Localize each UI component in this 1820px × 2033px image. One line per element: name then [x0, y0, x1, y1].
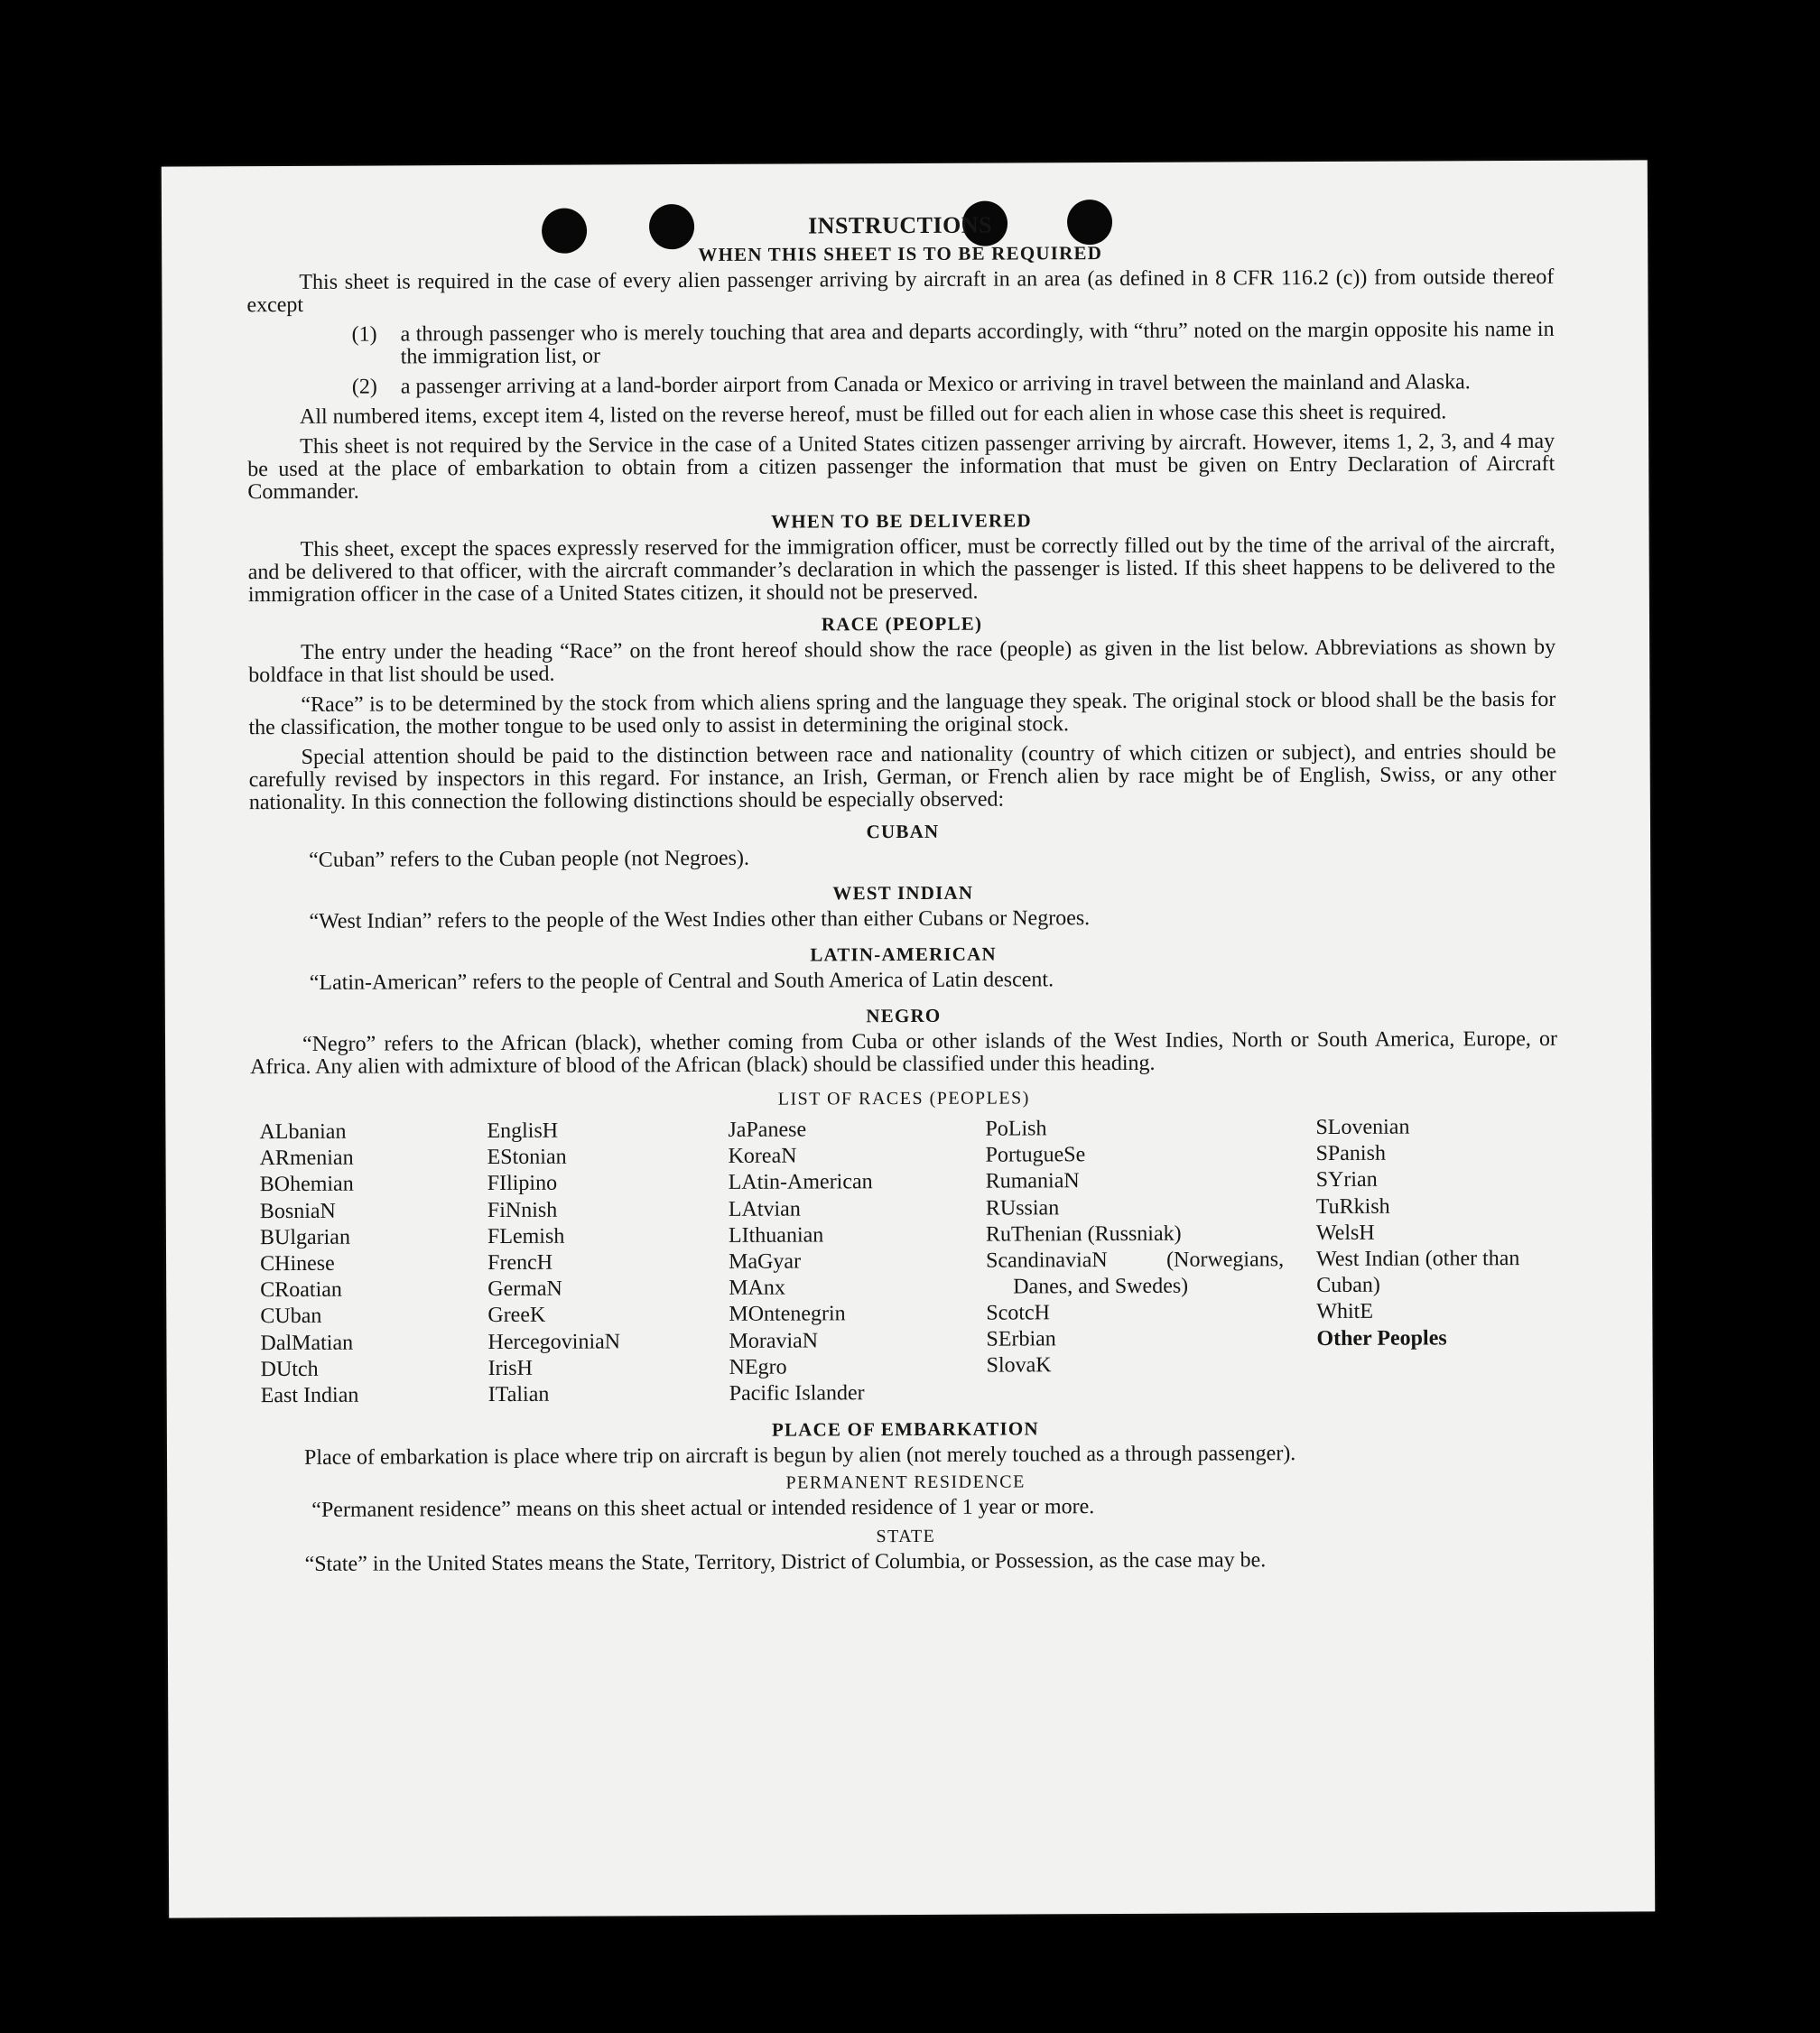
- paragraph: “State” in the United States means the State, Territory, District of Columbia, or Possession, as the case may be.: [304, 1548, 1267, 1576]
- race-entry: FiNnish: [487, 1198, 558, 1222]
- section-heading: STATE: [876, 1526, 936, 1547]
- race-entry: SPanish: [1315, 1141, 1386, 1166]
- paragraph: “Negro” refers to the African (black), whether coming from Cuba or other islands of the West Indies, North or South America, Europe, or Africa. Any alien with admixture of blood of the African (black) should be classified under this heading.: [250, 1026, 1558, 1080]
- race-entry: GermaN: [488, 1276, 562, 1302]
- race-entry: FIlipino: [487, 1172, 558, 1196]
- race-entry: CRoatian: [260, 1277, 342, 1303]
- race-entry: PoLish: [985, 1117, 1047, 1141]
- race-entry: JaPanese: [728, 1118, 807, 1142]
- paragraph: “Latin-American” refers to the people of Central and South America of Latin descent.: [309, 968, 1054, 995]
- paragraph: All numbered items, except item 4, listed on the reverse hereof, must be filled out for each alien in whose case this sheet is required.: [299, 400, 1447, 429]
- item-text: a passenger arriving at a land-border airport from Canada or Mexico or arriving in travel between the mainland and Alaska.: [400, 370, 1471, 399]
- section-heading: NEGRO: [866, 1004, 942, 1027]
- race-entry: LAtvian: [728, 1197, 801, 1221]
- race-entry: EnglisH: [487, 1119, 559, 1144]
- race-entry: SlovaK: [986, 1353, 1052, 1379]
- race-entry: East Indian: [260, 1383, 359, 1408]
- section-heading: LIST OF RACES (PEOPLES): [777, 1088, 1030, 1109]
- races-list: [250, 1114, 1558, 1417]
- section-heading: WHEN TO BE DELIVERED: [771, 509, 1032, 533]
- paragraph: Special attention should be paid to the distinction between race and nationality (country of which citizen or subject), and entries should be carefully revised by inspectors in this regard. For instance, an Irish, German, or French alien by race might be of English, Swiss, or any other nationality. In this connection the following distinctions should be especially observed:: [248, 739, 1556, 815]
- races-column-1: [259, 1119, 358, 1410]
- paragraph: “West Indian” refers to the people of the West Indies other than either Cubans or Negroes.: [309, 906, 1091, 933]
- races-column-4: [985, 1115, 1284, 1379]
- races-column-2: [487, 1118, 620, 1408]
- race-entry: DUtch: [260, 1357, 319, 1381]
- race-entry: ITalian: [488, 1382, 550, 1407]
- race-entry: MOntenegrin: [729, 1302, 846, 1327]
- paragraph: “Race” is to be determined by the stock from which aliens spring and the language they speak. The original stock or blood shall be the basis for the classification, the mother tongue to be used only to assist in determining the original stock.: [248, 687, 1556, 740]
- section-heading: RACE (PEOPLE): [821, 612, 983, 636]
- race-entry: ALbanian: [259, 1119, 347, 1145]
- paragraph: “Permanent residence” means on this sheet actual or intended residence of 1 year or more.: [311, 1495, 1095, 1522]
- race-entry: WelsH: [1315, 1221, 1375, 1245]
- race-entry: MoraviaN: [729, 1329, 819, 1353]
- race-entry: TuRkish: [1315, 1194, 1390, 1219]
- race-entry: LAtin-American: [728, 1170, 873, 1195]
- race-entry: RumaniaN: [985, 1169, 1080, 1194]
- item-number: (2): [351, 375, 377, 399]
- paragraph: This sheet is not required by the Service in the case of a United States citizen passenger arriving by aircraft. However, items 1, 2, 3, and 4 may be used at the place of embarkation to obtain from a citizen passenger the information that must be given on Entry Declaration of Aircraft Commander.: [247, 429, 1555, 505]
- race-entry: West Indian (other than Cuban): [1316, 1247, 1520, 1298]
- paragraph: This sheet is required in the case of every alien passenger arriving by aircraft in an area (as defined in 8 CFR 116.2 (c)) from outside thereof except: [246, 265, 1555, 318]
- race-entry: ScotcH: [986, 1301, 1051, 1325]
- race-entry: DalMatian: [260, 1331, 354, 1355]
- race-entry: KoreaN: [728, 1144, 797, 1169]
- paragraph: “Cuban” refers to the Cuban people (not Negroes).: [309, 846, 750, 872]
- race-entry: EStonian: [487, 1145, 567, 1170]
- race-entry: GreeK: [488, 1304, 546, 1328]
- list-item: [247, 319, 1555, 369]
- race-entry: SYrian: [1315, 1168, 1378, 1193]
- races-column-3: [728, 1117, 873, 1407]
- race-entry: MaGyar: [729, 1249, 802, 1274]
- race-entry: BosniaN: [259, 1199, 336, 1223]
- section-heading: WEST INDIAN: [832, 881, 974, 905]
- list-item: [247, 371, 1555, 399]
- race-entry: BOhemian: [259, 1173, 354, 1197]
- instruction-sheet: [162, 160, 1655, 1917]
- race-entry: WhitE: [1316, 1300, 1374, 1324]
- page-title: INSTRUCTIONS: [808, 211, 993, 239]
- race-entry: RUssian: [985, 1195, 1060, 1221]
- item-text: a through passenger who is merely touching that area and departs accordingly, with “thru” noted on the margin opposite his name in the immigration list, or: [400, 317, 1555, 369]
- race-entry: ScandinaviaN (Norwegians, Danes, and Swedes): [986, 1248, 1285, 1299]
- race-entry: SLovenian: [1315, 1115, 1410, 1140]
- race-entry: FrencH: [488, 1250, 553, 1276]
- section-heading: LATIN-AMERICAN: [810, 942, 997, 966]
- paragraph: The entry under the heading “Race” on the front hereof should show the race (people) as given in the list below. Abbreviations as shown by boldface in that list should be used.: [248, 635, 1556, 688]
- paragraph: This sheet, except the spaces expressly reserved for the immigration officer, must be correctly filled out by the time of the arrival of the aircraft, and be delivered to that officer, with the aircraft commander’s declaration in which the passenger is listed. If this sheet happens to be delivered to the immigration officer in the case of a United States citizen, it should not be preserved.: [247, 532, 1555, 608]
- race-entry: NEgro: [729, 1355, 787, 1379]
- section-heading: CUBAN: [866, 820, 940, 843]
- race-entry: ARmenian: [259, 1146, 354, 1171]
- sheet-content: [246, 209, 1560, 1580]
- section-heading: PLACE OF EMBARKATION: [771, 1417, 1039, 1441]
- race-entry: CUban: [260, 1304, 322, 1329]
- races-column-5: [1315, 1114, 1555, 1352]
- section-heading: PERMANENT RESIDENCE: [785, 1471, 1026, 1493]
- race-entry: HercegoviniaN: [488, 1330, 621, 1354]
- race-entry: IrisH: [488, 1356, 533, 1380]
- paragraph: Place of embarkation is place where trip on aircraft is begun by alien (not merely touched as a through passenger).: [303, 1442, 1296, 1470]
- race-entry: Pacific Islander: [729, 1381, 865, 1406]
- item-number: (1): [351, 322, 377, 347]
- section-heading: WHEN THIS SHEET IS TO BE REQUIRED: [698, 242, 1103, 266]
- race-entry: BUlgarian: [259, 1225, 350, 1249]
- race-entry: MAnx: [729, 1276, 785, 1301]
- race-entry: LIthuanian: [728, 1223, 824, 1248]
- race-entry: SErbian: [986, 1327, 1056, 1351]
- race-entry: FLemish: [487, 1224, 565, 1249]
- race-entry: CHinese: [260, 1251, 335, 1276]
- race-entry: PortugueSe: [985, 1143, 1086, 1167]
- race-entry: RuThenian (Russniak): [985, 1221, 1182, 1247]
- race-entry: Other Peoples: [1316, 1326, 1447, 1351]
